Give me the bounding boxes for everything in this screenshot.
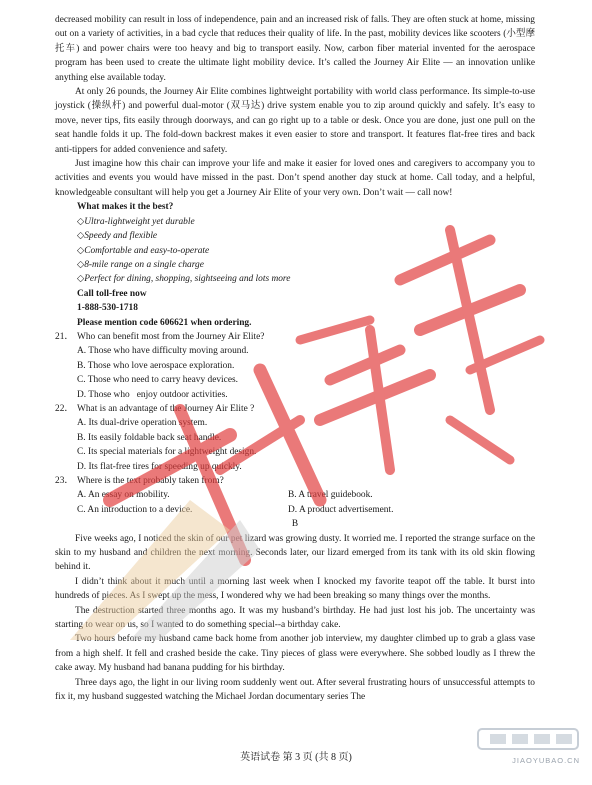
order-code-note: Please mention code 606621 when ordering. <box>77 317 252 328</box>
passage-b-paragraph: I didn’t think about it much until a morning last week when I knocked my favorite teapot off the table. It burst into hundreds of pieces. As I swept up the mess, I wondered why we had been breaking so many things over the months. <box>55 576 535 602</box>
question-number: 21． <box>55 331 74 342</box>
answer-option: D. A product advertisement. <box>288 504 394 515</box>
page-footer: 英语试卷 第 3 页 (共 8 页) <box>240 752 352 763</box>
question-21 <box>55 330 535 344</box>
answer-option: C. Those who need to carry heavy devices. <box>77 375 238 386</box>
features-heading: What makes it the best? <box>77 202 174 213</box>
feature-item: ◇Speedy and flexible <box>77 231 158 242</box>
passage-a-paragraph-2: At only 26 pounds, the Journey Air Elite combines lightweight portability with world class performance. Its simple-to-use joystick (操纵杆) and powerful dual-motor (双马达) drive system enable you to zip around quickly and safely. It’s easy to move, never tips, fits easily through doorways, and can go right up to a table or desk. Once you are done, just one pull on the seat handle folds it up. The fold-down backrest makes it even easier to store and transport. It features flat-free tires and back anti-tippers for added convenience and safety. <box>55 87 535 155</box>
answer-option: A. Its dual-drive operation system. <box>77 418 208 429</box>
feature-item: ◇8-mile range on a single charge <box>77 259 204 270</box>
answer-option: B. Those who love aerospace exploration. <box>77 360 235 371</box>
feature-item: ◇Ultra-lightweight yet durable <box>77 216 195 227</box>
passage-b-paragraph: The destruction started three months ago. It was my husband’s birthday. He had just lost his job. The uncertainty was starting to wear on us, so I wanted to do something special--a birthday cake. <box>55 605 535 631</box>
feature-item: ◇Comfortable and easy-to-operate <box>77 245 210 256</box>
answer-option: C. An introduction to a device. <box>77 504 193 515</box>
question-number: 23． <box>55 476 74 486</box>
answer-option: A. Those who have difficulty moving around. <box>77 346 249 357</box>
answer-option: B. Its easily foldable back seat handle. <box>77 432 222 443</box>
answer-option: C. Its special materials for a lightweight design. <box>77 447 257 458</box>
answer-option: B. A travel guidebook. <box>288 490 373 501</box>
question-text: Where is the text probably taken from? <box>77 476 224 486</box>
passage-a-paragraph-1: decreased mobility can result in loss of independence, pain and an increased risk of falls. They are often stuck at home, missing out on a variety of activities, in a bad cycle that reduces their quality of life. In the past, mobility devices like scooters (小型摩托车) and power chairs were too heavy and big to transport easily. Now, carbon fiber material invented for the aerospace program has been used to create the ultimate light mobility device. It’s called the Journey Air Elite — an innovation unlike anything else available today. <box>55 15 535 83</box>
passage-b-paragraph: Two hours before my husband came back home from another job interview, my daughter climbed up to grab a glass vase from a high shelf. It fell and crashed beside the cake. Tiny pieces of glass were everywhere. She sobbed loudly as I threw the cake away. My husband had banana pudding for his birthday. <box>55 634 535 674</box>
answer-option: A. An essay on mobility. <box>77 490 170 501</box>
brand-url: JIAOYUBAO.CN <box>512 756 580 765</box>
phone-number: 1-888-530-1718 <box>77 303 138 314</box>
answer-option: D. Its flat-free tires for speeding up quickly. <box>77 461 242 472</box>
feature-item: ◇Perfect for dining, shopping, sightseeing and lots more <box>77 274 291 285</box>
question-text: Who can benefit most from the Journey Air Elite? <box>77 331 265 342</box>
passage-a-paragraph-3: Just imagine how this chair can improve your life and make it easier for loved ones and caregivers to accompany you to activities and events you would have missed in the past. Don’t spend another day stuck at home. Call today, and a helpful, knowledgeable consultant will help you get a Journey Air Elite of your very own. Don’t wait — call now! <box>55 159 535 198</box>
question-22 <box>55 402 535 416</box>
page-content <box>55 13 535 705</box>
question-23 <box>55 474 535 488</box>
question-number: 22． <box>55 403 74 414</box>
passage-b-paragraph: Five weeks ago, I noticed the skin of our pet lizard was growing dusty. It worried me. I reported the strange surface on the skin to my husband and children the next morning. Seconds later, our lizard emerged from its tank with its old skin flowing behind it. <box>55 533 535 573</box>
brand-logo-icon <box>460 727 580 751</box>
call-heading: Call toll-free now <box>77 288 147 299</box>
question-text: What is an advantage of the Journey Air Elite ? <box>77 403 255 414</box>
passage-b-label: B <box>291 519 299 530</box>
answer-option: D. Those who enjoy outdoor activities. <box>77 389 228 400</box>
passage-b-paragraph: Three days ago, the light in our living room suddenly went out. After several frustrating hours of unsuccessful attempts to fix it, my husband suggested watching the Michael Jordan documentary series The <box>55 677 535 703</box>
answer-options-row <box>55 488 535 502</box>
answer-options-row <box>55 503 535 517</box>
